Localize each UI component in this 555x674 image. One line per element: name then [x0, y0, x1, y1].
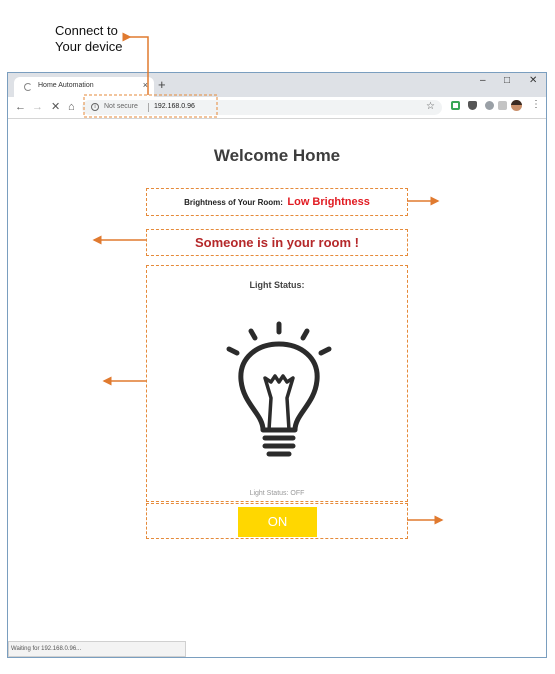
security-label: Not secure — [104, 103, 138, 110]
button-panel — [146, 503, 408, 539]
browser-window — [7, 72, 547, 658]
brightness-label: Brightness of Your Room: — [184, 198, 283, 207]
url-text[interactable]: 192.168.0.96 — [154, 103, 195, 110]
light-toggle-button[interactable]: ON — [238, 507, 317, 537]
light-status-title: Light Status: — [249, 280, 305, 290]
tab-close-icon[interactable]: × — [142, 80, 148, 90]
new-tab-button[interactable]: + — [158, 77, 166, 92]
light-status-panel — [146, 265, 408, 502]
info-icon[interactable]: i — [91, 103, 99, 111]
movement-panel — [146, 229, 408, 256]
minimize-button[interactable]: – — [480, 75, 486, 86]
stop-reload-button[interactable]: ✕ — [51, 101, 61, 113]
brightness-value: Low Brightness — [287, 196, 370, 208]
address-separator — [148, 103, 149, 112]
movement-text: Someone is in your room ! — [195, 235, 359, 250]
page-content — [8, 120, 546, 642]
extension-green-icon[interactable] — [451, 101, 460, 110]
menu-icon[interactable]: ⋮ — [531, 99, 541, 110]
extension-gray-icon[interactable] — [498, 101, 507, 110]
close-window-button[interactable]: ✕ — [529, 75, 538, 86]
back-button[interactable]: ← — [15, 101, 26, 113]
home-button[interactable]: ⌂ — [68, 101, 75, 113]
tab-strip — [8, 73, 546, 97]
brightness-panel — [146, 188, 408, 216]
light-status-footer: Light Status: OFF — [249, 490, 305, 497]
browser-status-bar: Waiting for 192.168.0.96... — [8, 641, 186, 657]
page-title: Welcome Home — [213, 146, 341, 165]
annotation-connect: Connect to Your device — [55, 23, 123, 54]
forward-button[interactable]: → — [32, 101, 43, 113]
address-bar[interactable] — [82, 100, 442, 115]
star-icon[interactable]: ☆ — [426, 101, 435, 112]
extension-shield-icon[interactable] — [468, 101, 477, 110]
browser-tab[interactable] — [14, 77, 154, 97]
browser-toolbar — [8, 97, 546, 119]
maximize-button[interactable]: □ — [504, 75, 511, 86]
extension-cloud-icon[interactable] — [485, 101, 494, 110]
tab-title: Home Automation — [38, 82, 94, 89]
bulb-icon — [219, 318, 339, 468]
profile-avatar[interactable] — [511, 100, 522, 111]
loading-spinner-icon — [24, 83, 32, 91]
